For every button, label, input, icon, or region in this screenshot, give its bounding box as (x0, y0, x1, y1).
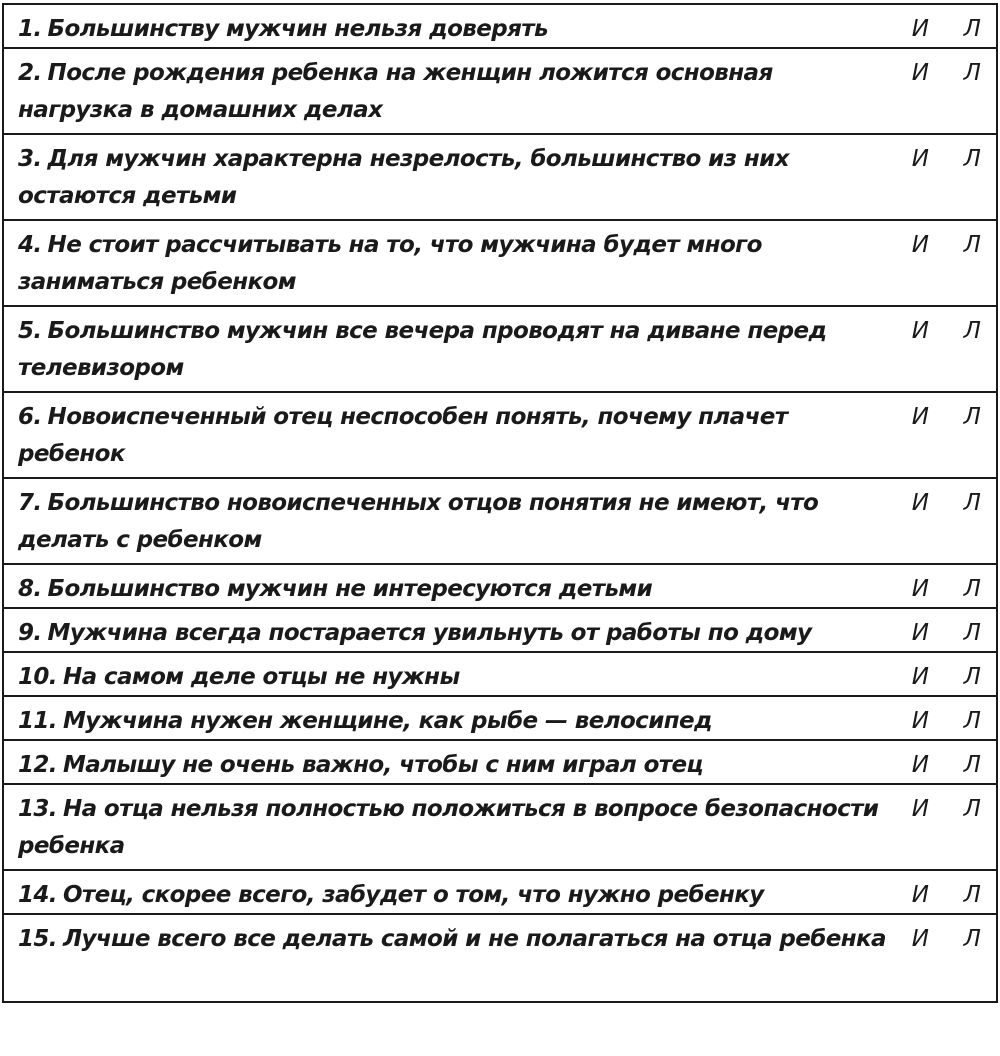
statement-number: 11. (18, 708, 57, 734)
statement-row-13 (4, 785, 996, 871)
statement-row-2 (4, 49, 996, 135)
statement-text (4, 485, 900, 559)
statement-text (4, 399, 900, 473)
answer-agree-option[interactable]: И (911, 796, 929, 822)
statement-label: Малышу не очень важно, чтобы с ним играл отец (62, 752, 703, 778)
statement-row-7 (4, 479, 996, 565)
statement-number: 6. (18, 404, 42, 430)
statement-number: 8. (18, 576, 42, 602)
statement-label: На отца нельзя полностью положиться в вопросе безопасности ребенка (18, 796, 879, 859)
statement-text (4, 921, 900, 958)
answer-agree-option[interactable]: И (911, 664, 929, 690)
answer-agree-option[interactable]: И (911, 576, 929, 602)
statement-label: Большинство мужчин все вечера проводят на диване перед телевизором (18, 318, 827, 381)
statement-number: 14. (18, 882, 57, 908)
statement-text (4, 791, 900, 865)
statement-row-11 (4, 697, 996, 741)
answer-agree-option[interactable]: И (911, 882, 929, 908)
answer-disagree-option[interactable]: Л (963, 318, 981, 344)
statement-label: Новоиспеченный отец неспособен понять, почему плачет ребенок (18, 404, 788, 467)
statement-row-10 (4, 653, 996, 697)
statement-text (4, 141, 900, 215)
answer-agree-option[interactable]: И (911, 60, 929, 86)
answer-disagree-option[interactable]: Л (963, 404, 981, 430)
statement-row-6 (4, 393, 996, 479)
statement-text (4, 703, 900, 740)
statement-label: Большинство мужчин не интересуются детьми (47, 576, 653, 602)
answer-disagree-option[interactable]: Л (963, 926, 981, 952)
answer-disagree-option[interactable]: Л (963, 620, 981, 646)
statement-text (4, 55, 900, 129)
answer-disagree-option[interactable]: Л (963, 708, 981, 734)
statement-label: Не стоит рассчитывать на то, что мужчина будет много заниматься ребенком (18, 232, 762, 295)
answer-agree-option[interactable]: И (911, 708, 929, 734)
answer-disagree-option[interactable]: Л (963, 796, 981, 822)
answer-disagree-option[interactable]: Л (963, 490, 981, 516)
statement-text (4, 747, 900, 784)
statement-number: 15. (18, 926, 57, 952)
statement-label: Мужчина всегда постарается увильнуть от работы по дому (47, 620, 812, 646)
statement-number: 10. (18, 664, 57, 690)
statement-number: 2. (18, 60, 42, 86)
statement-text (4, 11, 900, 48)
answer-disagree-option[interactable]: Л (963, 146, 981, 172)
statement-number: 13. (18, 796, 57, 822)
statement-label: Лучше всего все делать самой и не полагаться на отца ребенка (62, 926, 886, 952)
statement-row-1 (4, 5, 996, 49)
statement-number: 3. (18, 146, 42, 172)
answer-disagree-option[interactable]: Л (963, 752, 981, 778)
answer-agree-option[interactable]: И (911, 232, 929, 258)
answer-agree-option[interactable]: И (911, 16, 929, 42)
statement-row-3 (4, 135, 996, 221)
statement-number: 4. (18, 232, 42, 258)
statement-text (4, 571, 900, 608)
answer-agree-option[interactable]: И (911, 926, 929, 952)
statement-label: На самом деле отцы не нужны (62, 664, 460, 690)
statement-text (4, 615, 900, 652)
answer-agree-option[interactable]: И (911, 620, 929, 646)
statement-label: Большинству мужчин нельзя доверять (47, 16, 548, 42)
statement-row-12 (4, 741, 996, 785)
statement-label: Отец, скорее всего, забудет о том, что нужно ребенку (62, 882, 764, 908)
answer-disagree-option[interactable]: Л (963, 16, 981, 42)
statement-row-4 (4, 221, 996, 307)
answer-disagree-option[interactable]: Л (963, 60, 981, 86)
answer-disagree-option[interactable]: Л (963, 232, 981, 258)
statement-number: 9. (18, 620, 42, 646)
statement-label: Для мужчин характерна незрелость, большинство из них остаются детьми (18, 146, 789, 209)
statement-row-8 (4, 565, 996, 609)
statement-label: После рождения ребенка на женщин ложится основная нагрузка в домашних делах (18, 60, 773, 123)
statement-text (4, 877, 900, 914)
statement-number: 5. (18, 318, 42, 344)
statement-number: 7. (18, 490, 42, 516)
statement-label: Мужчина нужен женщине, как рыбе — велосипед (62, 708, 712, 734)
statement-row-14 (4, 871, 996, 915)
answer-agree-option[interactable]: И (911, 146, 929, 172)
statement-text (4, 313, 900, 387)
statement-label: Большинство новоиспеченных отцов понятия не имеют, что делать с ребенком (18, 490, 819, 553)
answer-agree-option[interactable]: И (911, 490, 929, 516)
answer-disagree-option[interactable]: Л (963, 664, 981, 690)
statement-number: 1. (18, 16, 42, 42)
statement-number: 12. (18, 752, 57, 778)
statement-text (4, 227, 900, 301)
statement-row-5 (4, 307, 996, 393)
statement-row-9 (4, 609, 996, 653)
answer-agree-option[interactable]: И (911, 404, 929, 430)
answer-disagree-option[interactable]: Л (963, 882, 981, 908)
statement-text (4, 659, 900, 696)
answer-disagree-option[interactable]: Л (963, 576, 981, 602)
answer-agree-option[interactable]: И (911, 318, 929, 344)
answer-agree-option[interactable]: И (911, 752, 929, 778)
statement-row-15 (4, 915, 996, 1001)
questionnaire-table (2, 3, 998, 1003)
